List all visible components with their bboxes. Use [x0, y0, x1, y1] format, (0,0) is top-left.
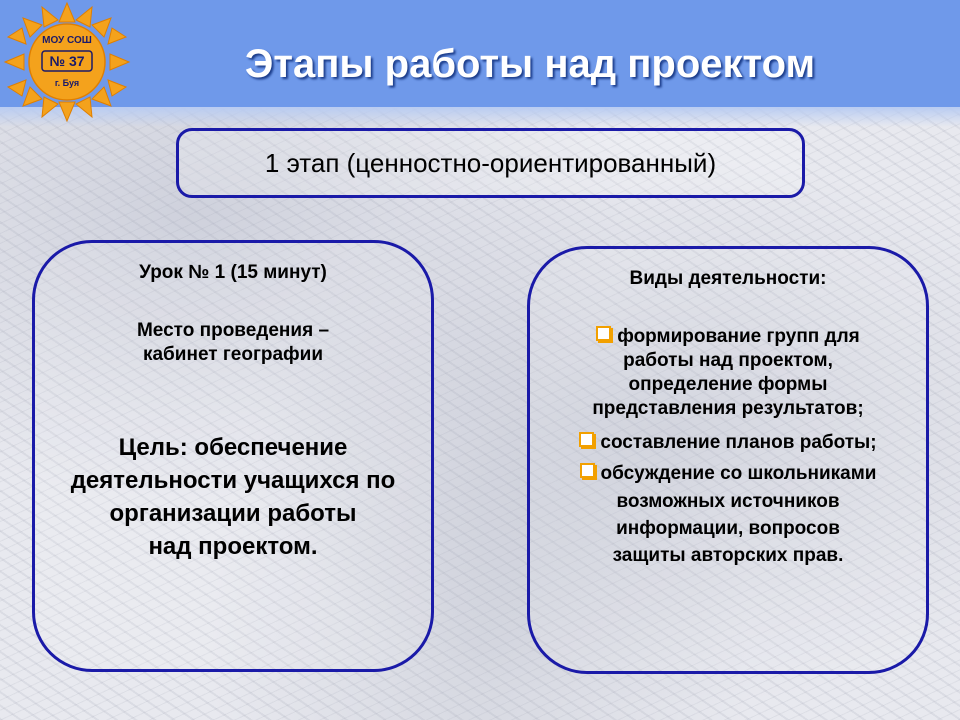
logo-city: г. Буя	[54, 78, 80, 88]
lesson-label: Урок № 1 (15 минут)	[139, 262, 327, 283]
goal-line: над проектом.	[148, 533, 318, 560]
goal-line: Цель: обеспечение	[118, 434, 348, 461]
header-fade	[0, 107, 960, 127]
activity-line: возможных источников	[616, 491, 840, 512]
activities-heading: Виды деятельности:	[629, 268, 827, 289]
activity-line: составление планов работы;	[530, 431, 926, 455]
square-bullet-icon	[596, 326, 611, 341]
page-title: Этапы работы над проектом	[244, 42, 816, 86]
goal-line: организации работы	[109, 500, 357, 527]
activity-line: обсуждение со школьниками	[530, 462, 926, 486]
square-bullet-icon	[579, 432, 594, 447]
square-bullet-icon	[580, 463, 595, 478]
activities-panel	[527, 246, 929, 674]
sun-logo-icon	[0, 0, 136, 124]
goal-line: деятельности учащихся по	[70, 467, 396, 494]
stage-label: 1 этап (ценностно-ориентированный)	[264, 147, 717, 178]
activity-line: представления результатов;	[592, 398, 864, 419]
logo-number: № 37	[49, 53, 85, 69]
activity-line: формирование групп для	[530, 325, 926, 349]
activity-line: информации, вопросов	[616, 518, 840, 539]
stage-box	[176, 128, 805, 198]
activity-line: работы над проектом,	[623, 350, 833, 371]
place-line-1: Место проведения –	[136, 320, 330, 341]
lesson-panel	[32, 240, 434, 672]
logo-top-text: МОУ СОШ	[42, 35, 92, 46]
activity-line: защиты авторских прав.	[612, 545, 844, 566]
place-line-2: кабинет географии	[142, 344, 324, 365]
activity-line: определение формы	[628, 374, 828, 395]
